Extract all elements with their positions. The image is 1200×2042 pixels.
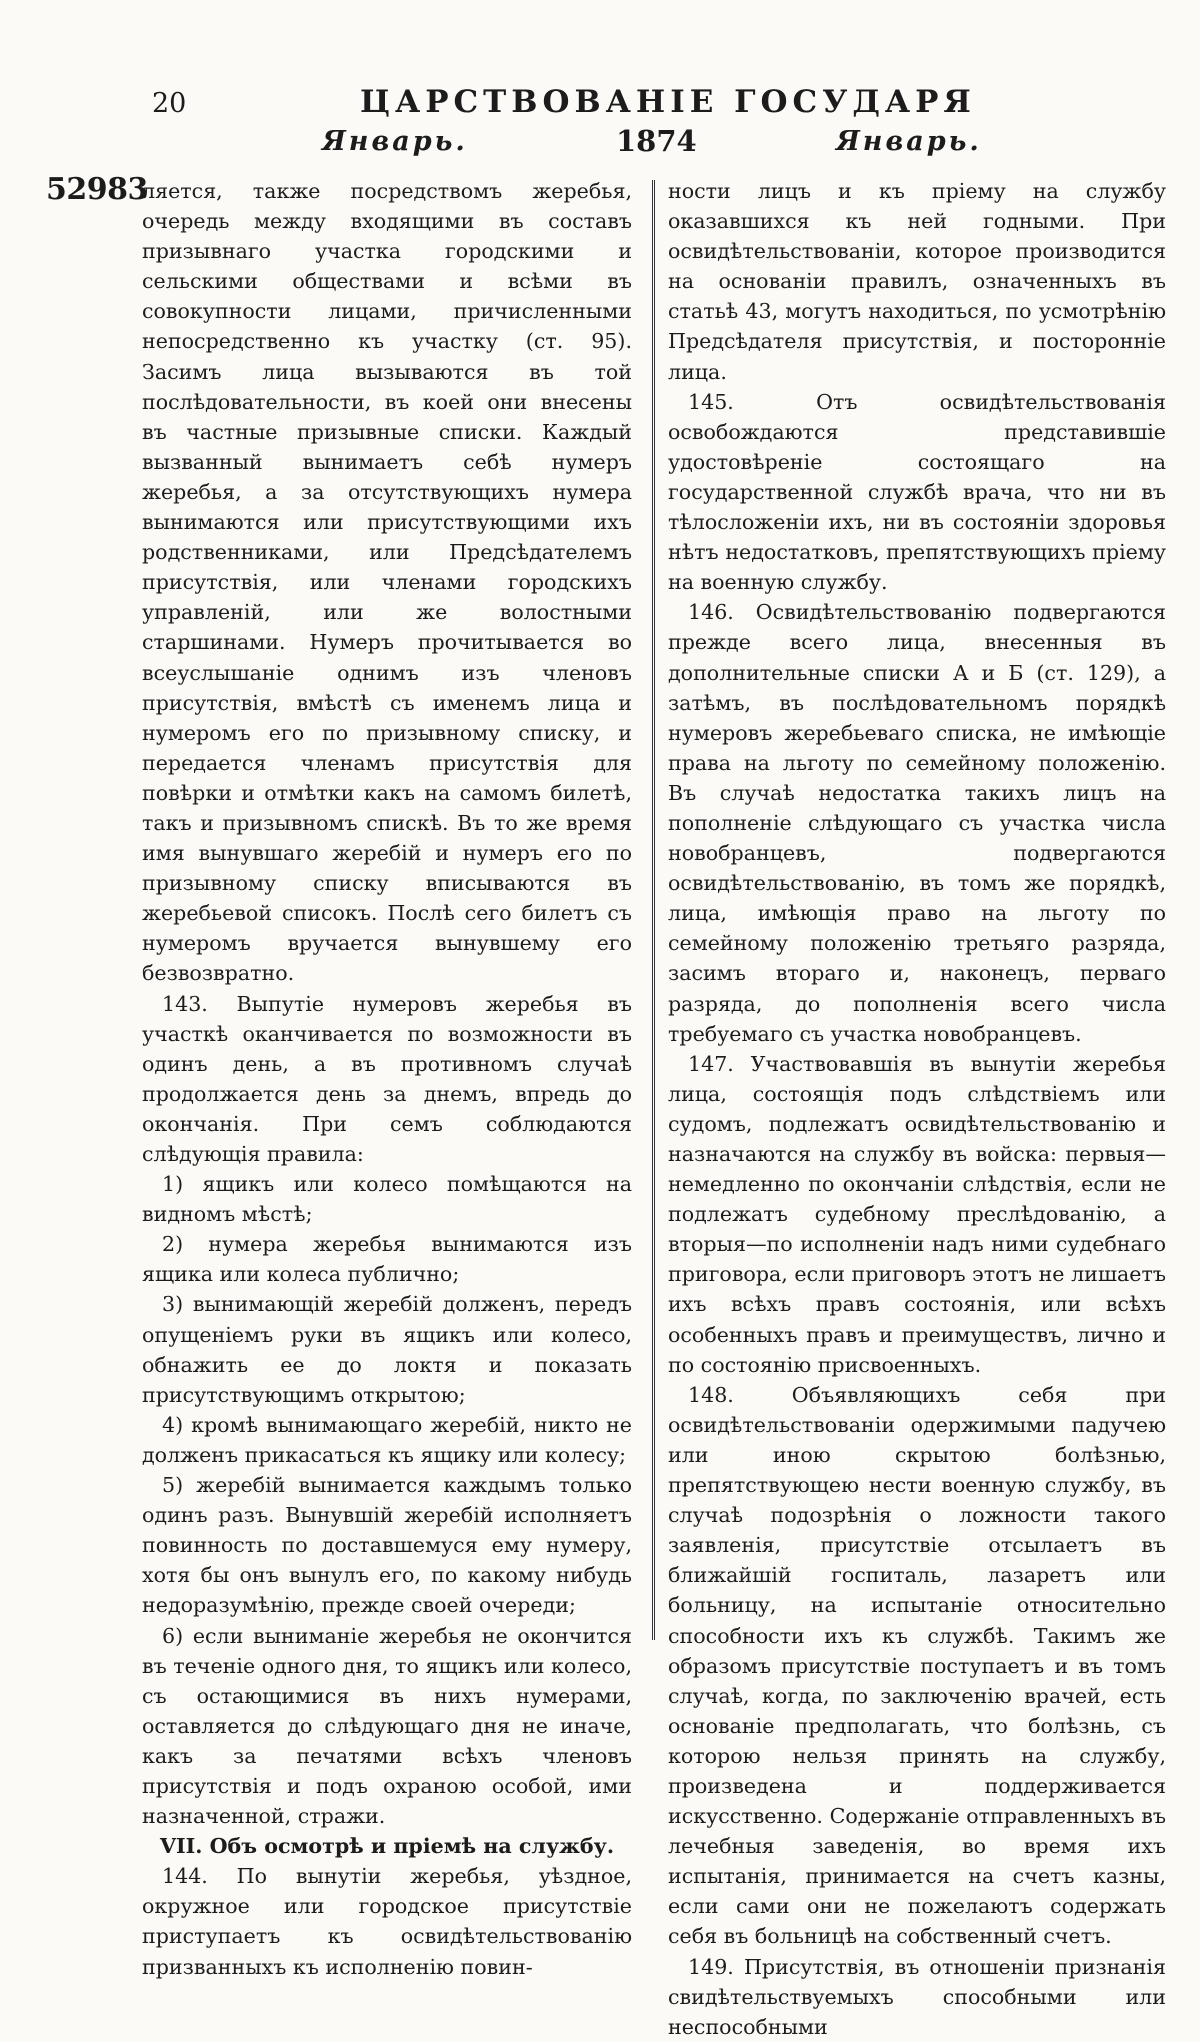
article-144: 144. По вынутіи жеребья, уѣздное, окружное или городское присутствіе приступаетъ къ освидѣтельствованію призванныхъ къ исполненію повин- <box>142 1864 632 1979</box>
section-heading: VII. Объ осмотрѣ и пріемѣ на службу. <box>159 1834 615 1859</box>
rule-1: 1) ящикъ или колесо помѣщаются на видномъ мѣстѣ; <box>142 1172 632 1227</box>
article-148: 148. Объявляющихъ себя при освидѣтельствованіи одержимыми падучею или иною скрытою болѣзнью, препятствующею нести военную службу, въ случаѣ подозрѣнія о ложности такого заявленія, присутствіе отсылаетъ въ ближайшій госпиталь, лазаретъ или больницу, на испытаніе относительно способности ихъ къ службѣ. Такимъ же образомъ присутствіе поступаетъ и въ томъ случаѣ, когда, по заключенію врачей, есть основаніе предполагать, что болѣзнь, съ которою нельзя принять на службу, произведена и поддерживается искусственно. Содержаніе отправленныхъ въ лечебныя заведенія, во время ихъ испытанія, принимается на счетъ казны, если сами они не пожелаютъ содержать себя въ больницѣ на собственный счетъ. <box>668 1382 1166 1949</box>
article-145: 145. Отъ освидѣтельствованія освобождаются представившіе удостовѣреніе состоящаго на государственной службѣ врача, что ни въ тѣлосложеніи ихъ, ни въ состояніи здоровья нѣтъ недостатковъ, препятствующихъ пріему на военную службу. <box>668 389 1166 595</box>
year: 1874 <box>616 124 697 158</box>
rule-2: 2) нумера жеребья вынимаются изъ ящика или колеса публично; <box>142 1232 632 1287</box>
right-column <box>668 176 1166 2042</box>
column-divider <box>652 180 656 1640</box>
page-title: ЦАРСТВОВАНІЕ ГОСУДАРЯ <box>360 84 976 120</box>
month-right: Январь. <box>836 126 982 157</box>
article-149: 149. Присутствія, въ отношеніи признанія свидѣтельствуемыхъ способными или неспособными <box>668 1954 1166 2039</box>
rule-5: 5) жеребій вынимается каждымъ только одинъ разъ. Вынувшій жеребій исполняетъ повинность по доставшемуся ему нумеру, хотя бы онъ вынулъ его, по какому нибудь недоразумѣнію, прежде своей очереди; <box>142 1473 632 1618</box>
article-147: 147. Участвовавшія въ вынутіи жеребья лица, состоящія подъ слѣдствіемъ или судомъ, подлежатъ освидѣтельствованію и назначаются на службу въ войска: первыя—немедленно по окончаніи слѣдствія, если не подлежатъ судебному преслѣдованію, а вторыя—по исполненіи надъ ними судебнаго приговора, если приговоръ этотъ не лишаетъ ихъ всѣхъ правъ состоянія, или всѣхъ особенныхъ правъ и преимуществъ, лично и по состоянію присвоенныхъ. <box>668 1051 1166 1377</box>
paragraph: ности лицъ и къ пріему на службу оказавшихся къ ней годными. При освидѣтельствованіи, которое производится на основаніи правилъ, означенныхъ въ статьѣ 43, могутъ находиться, по усмотрѣнію Предсѣдателя присутствія, и посторонніе лица. <box>668 179 1166 384</box>
left-column <box>142 176 632 1982</box>
article-146: 146. Освидѣтельствованію подвергаются прежде всего лица, внесенныя въ дополнительные списки А и Б (ст. 129), а затѣмъ, въ послѣдовательномъ порядкѣ нумеровъ жеребьеваго списка, не имѣющіе права на льготу по семейному положенію. Въ случаѣ недостатка такихъ лицъ на пополненіе слѣдующаго съ участка числа новобранцевъ, подвергаются освидѣтельствованію, въ томъ же порядкѣ, лица, имѣющія право на льготу по семейному положенію третьяго разряда, засимъ втораго и, наконецъ, перваго разряда, до пополненія всего числа требуемаго съ участка новобранцевъ. <box>668 600 1166 1046</box>
rule-6: 6) если выниманіе жеребья не окончится въ теченіе одного дня, то ящикъ или колесо, съ остающимися въ нихъ нумерами, оставляется до слѣдующаго дня не иначе, какъ за печатями всѣхъ членовъ присутствія и подъ охраною особой, ими назначенной, стражи. <box>142 1623 632 1829</box>
page-number: 20 <box>152 88 187 119</box>
rule-3: 3) вынимающій жеребій долженъ, передъ опущеніемъ руки въ ящикъ или колесо, обнажить ее до локтя и показать присутствующимъ открытою; <box>142 1292 632 1407</box>
rule-4: 4) кромѣ вынимающаго жеребій, никто не долженъ прикасаться къ ящику или колесу; <box>142 1412 632 1467</box>
paragraph: ляется, также посредствомъ жеребья, очередь между входящими въ составъ призывнаго участка городскими и сельскими обществами и всѣми въ совокупности лицами, причисленными непосредственно къ участку (ст. 95). Засимъ лица вызываются въ той послѣдовательности, въ коей они внесены въ частные призывные списки. Каждый вызванный вынимаетъ себѣ нумеръ жеребья, а за отсутствующихъ нумера вынимаются или присутствующими ихъ родственниками, или Предсѣдателемъ присутствія, или членами городскихъ управленій, или же волостными старшинами. Нумеръ прочитывается во всеуслышаніе однимъ изъ членовъ присутствія, вмѣстѣ съ именемъ лица и нумеромъ его по призывному списку, и передается членамъ присутствія для повѣрки и отмѣтки какъ на самомъ билетѣ, такъ и призывномъ спискѣ. Въ то же время имя вынувшаго жеребій и нумеръ его по призывному списку вписываются въ жеребьевой списокъ. Послѣ сего билетъ съ нумеромъ вручается вынувшему его безвозвратно. <box>142 179 632 986</box>
month-left: Январь. <box>322 126 468 157</box>
law-number: 52983 <box>46 172 148 207</box>
article-143: 143. Выпутіе нумеровъ жеребья въ участкѣ оканчивается по возможности въ одинъ день, а въ противномъ случаѣ продолжается день за днемъ, впредь до окончанія. При семъ соблюдаются слѣдующія правила: <box>142 991 632 1166</box>
